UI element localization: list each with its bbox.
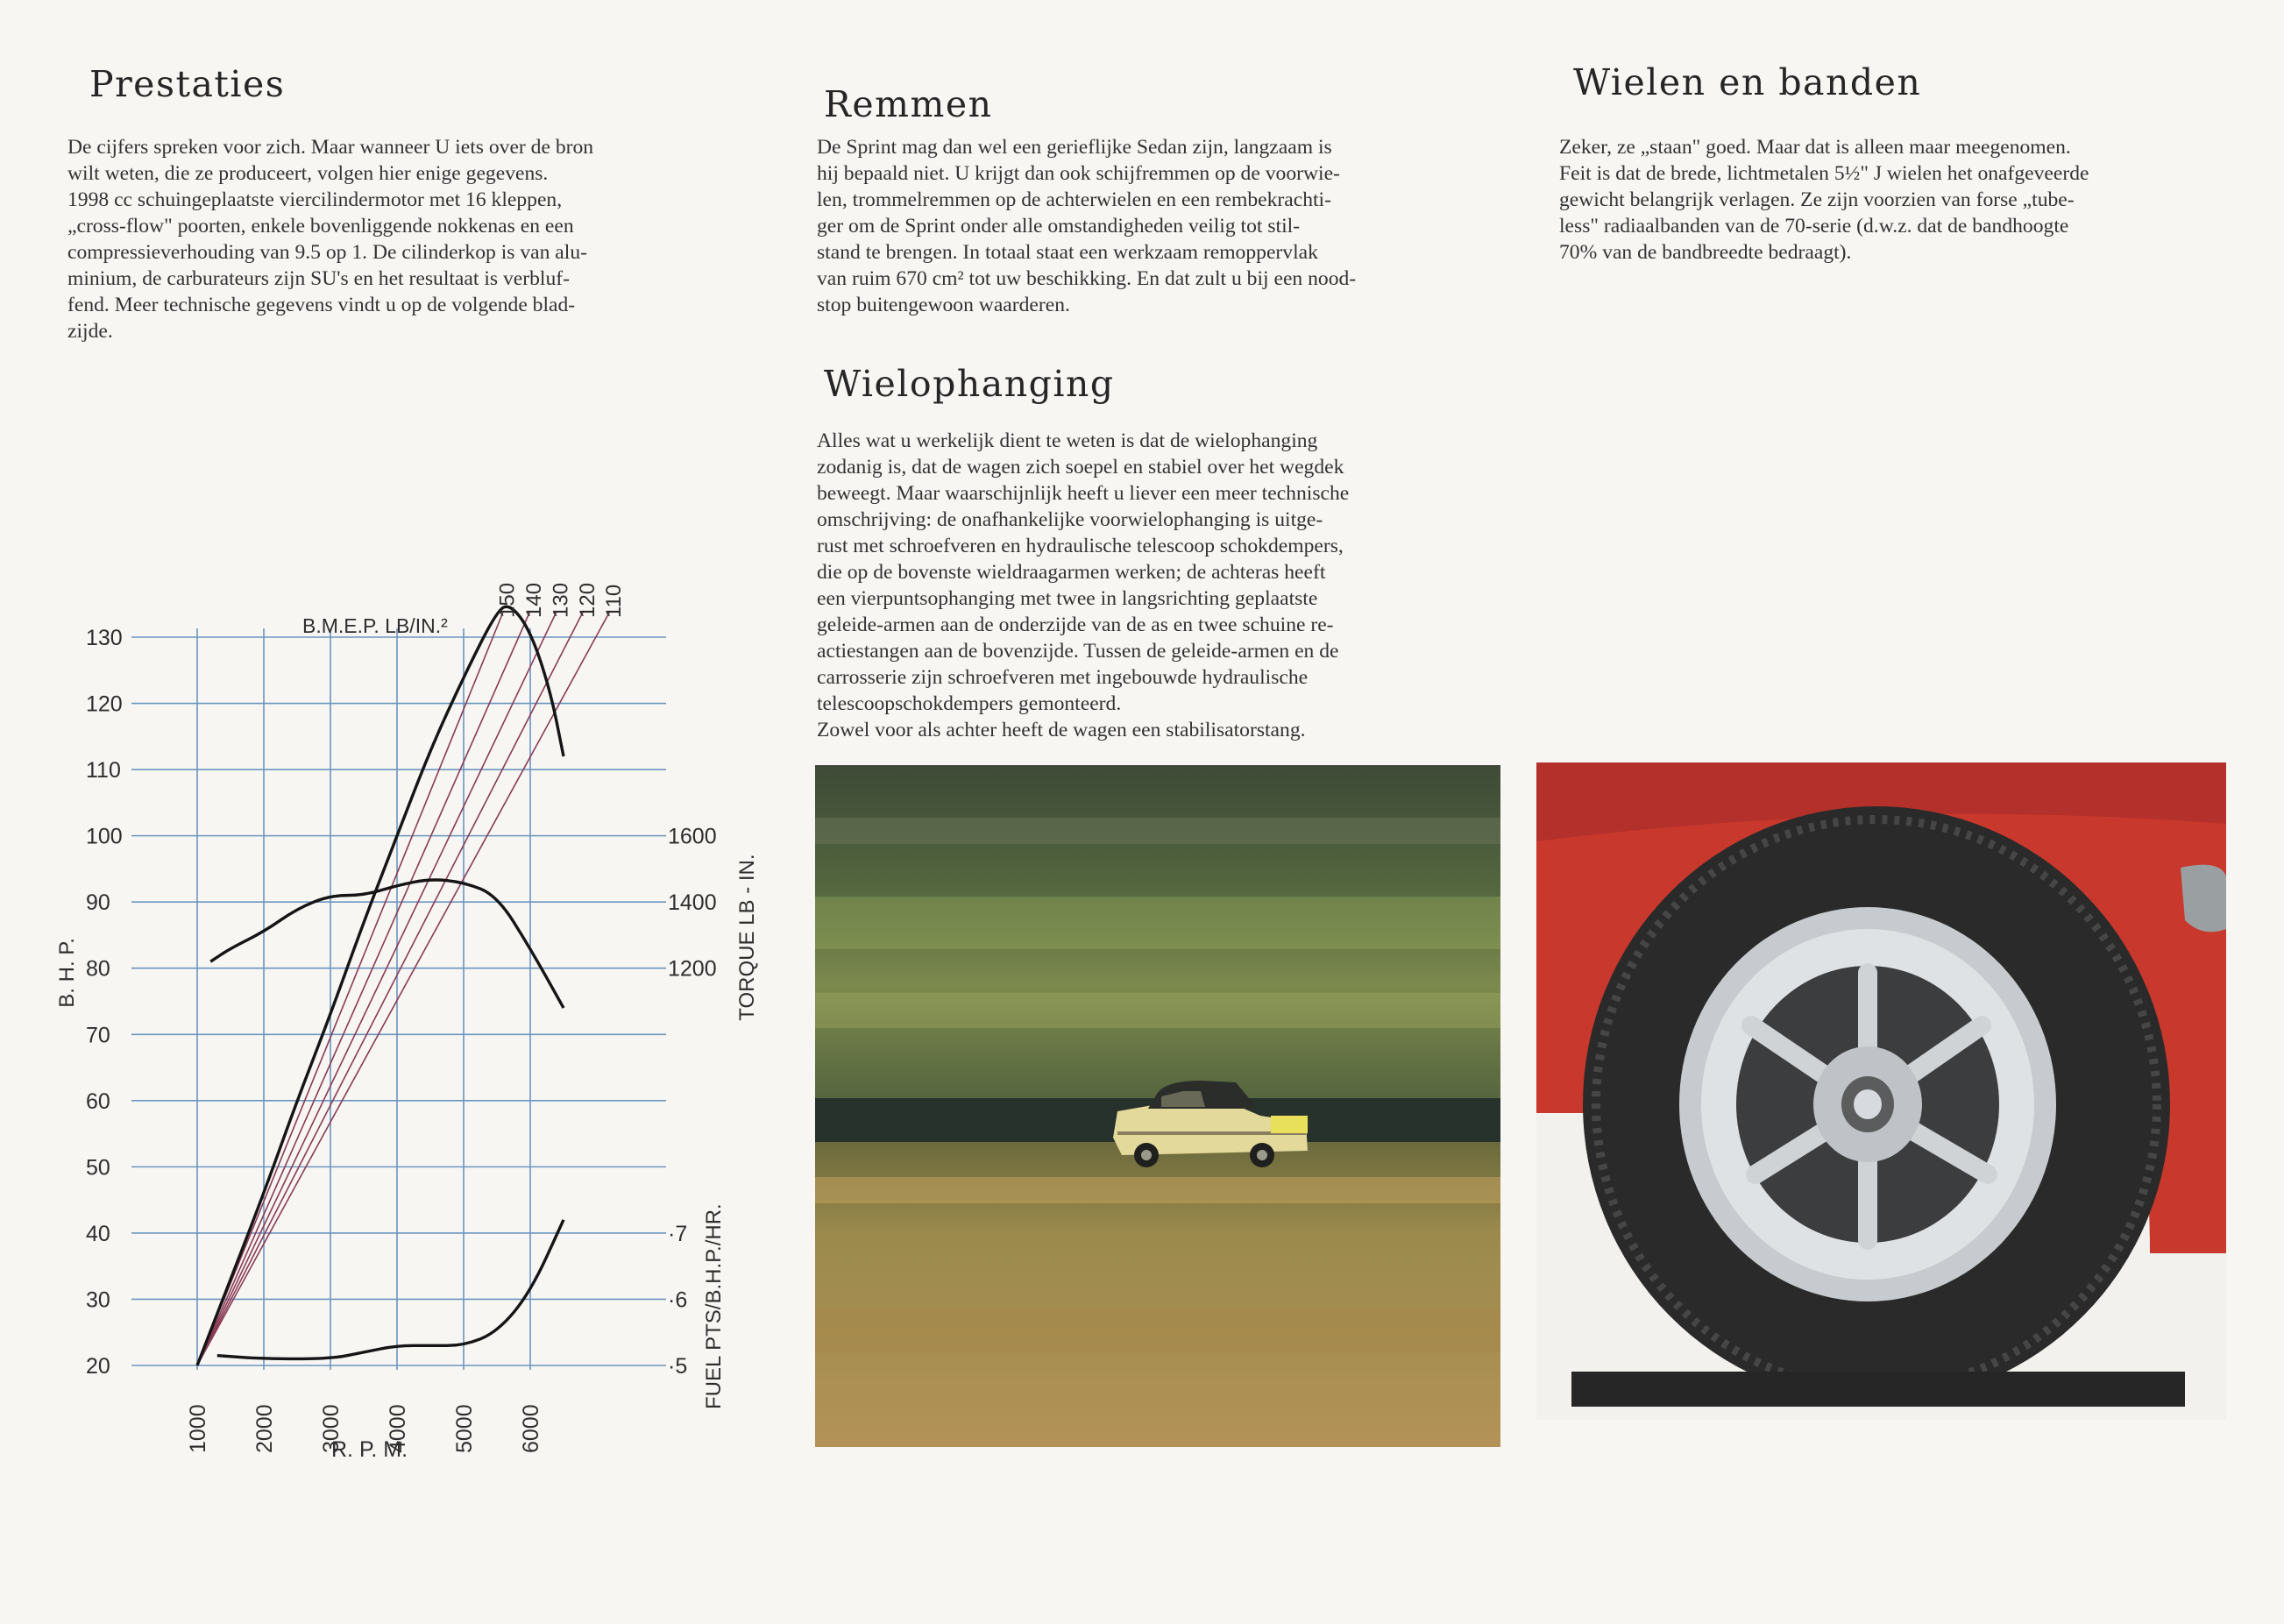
bmep-tick-label: 110 <box>602 584 627 618</box>
series-line-2 <box>217 1220 564 1359</box>
prestaties-text: De cijfers spreken voor zich. Maar wanneer U iets over de bron wilt weten, die ze produceert, volgen hier enige gegevens. 1998 cc schuingeplaatste viercilindermotor met 16 kleppen, „cross-flow" poorten, enkele bovenliggende nokkenas en een compressieverhouding van 9.5 op 1. De cilinderkop is van alu- minium, de carburateurs zijn SU's en het resultaat is verbluf- fend. Meer technische gegevens vindt u op de volgende blad- zijde. <box>67 136 594 343</box>
x-tick-label: 4000 <box>386 1404 410 1453</box>
x-tick-label: 2000 <box>252 1404 277 1453</box>
bmep-tick-label: 140 <box>522 582 546 618</box>
x-tick-label: 3000 <box>319 1404 344 1453</box>
y-tick-label: 110 <box>86 758 121 784</box>
torque-tick-label: 1200 <box>668 956 717 982</box>
y-tick-label: 40 <box>86 1221 110 1246</box>
bmep-tick-label: 120 <box>575 582 599 618</box>
torque-tick-label: 1600 <box>668 824 717 849</box>
bmep-line <box>197 611 530 1365</box>
x-tick-label: 5000 <box>452 1404 477 1453</box>
fuel-tick-label: ·5 <box>668 1354 688 1379</box>
bmep-tick-label: 150 <box>495 582 520 618</box>
prestaties-heading: Prestaties <box>89 63 286 105</box>
bhp-axis-label: B. H. P. <box>55 938 79 1008</box>
bmep-line <box>197 611 584 1365</box>
wielophanging-text: Alles wat u werkelijk dient te weten is dat de wielophanging zodanig is, dat de wagen zich soepel en stabiel over het wegdek beweegt. Maar waarschijnlijk heeft u liever een meer technische omschrijving: de onafhankelijke voorwielophanging is uitge- rust met schroefveren en hydraulische telescoop schokdempers, die op de bovenste wieldraagarmen werken; de achteras heeft een vierpuntsophanging met twee in langsrichting geplaatste geleide-armen aan de onderzijde van de as en twee schuine re- actiestangen aan de bovenzijde. Tussen de geleide-armen en de carrosserie zijn schroefveren met ingebouwde hydraulische telescoopschokdempers gemonteerd. Zowel voor als achter heeft de wagen een stabilisatorstang. <box>817 429 1350 741</box>
x-tick-label: 1000 <box>186 1404 210 1453</box>
y-tick-label: 100 <box>86 824 123 849</box>
wielen-heading: Wielen en banden <box>1573 61 1922 103</box>
torque-axis-label: TORQUE LB - IN. <box>735 854 759 1021</box>
wheel-photo <box>1536 762 2226 1420</box>
bmep-axis-label: B.M.E.P. LB/IN.² <box>302 614 448 637</box>
y-tick-label: 120 <box>86 691 123 717</box>
car-photo <box>815 765 1500 1447</box>
y-tick-label: 50 <box>86 1155 110 1181</box>
fuel-tick-label: ·6 <box>668 1287 688 1313</box>
remmen-text: De Sprint mag dan wel een gerieflijke Sedan zijn, langzaam is hij bepaald niet. U krijgt dan ook schijfremmen op de voorwie- len, trommelremmen op de achterwielen en een rembekrachti- ger om de Sprint onder alle omstandigheden veilig tot stil- stand te brengen. In totaal staat een werkzaam remoppervlak van ruim 670 cm² tot uw beschikking. En dat zult u bij een nood- stop buitengewoon waarderen. <box>817 136 1357 316</box>
torque-tick-label: 1400 <box>668 890 717 916</box>
y-tick-label: 70 <box>86 1023 110 1048</box>
remmen-heading: Remmen <box>824 83 993 125</box>
fuel-tick-label: ·7 <box>668 1221 688 1246</box>
bmep-line <box>197 611 504 1365</box>
x-tick-label: 6000 <box>519 1404 543 1453</box>
performance-chart <box>0 561 789 1464</box>
wielophanging-heading: Wielophanging <box>824 363 1115 405</box>
y-tick-label: 60 <box>86 1089 110 1114</box>
bmep-line <box>197 611 557 1365</box>
fuel-axis-label: FUEL PTS/B.H.P./HR. <box>702 1203 726 1409</box>
y-tick-label: 130 <box>86 626 123 650</box>
bmep-tick-label: 130 <box>549 582 573 618</box>
y-tick-label: 30 <box>86 1287 110 1313</box>
y-tick-label: 90 <box>86 890 110 916</box>
y-tick-label: 20 <box>86 1354 110 1379</box>
rpm-axis-label: R. P. M. <box>331 1437 408 1462</box>
y-tick-label: 80 <box>86 956 110 982</box>
wielen-text: Zeker, ze „staan" goed. Maar dat is alleen maar meegenomen. Feit is dat de brede, lichtmetalen 5½" J wielen het onafgeveerde gewicht belangrijk verlagen. Ze zijn voorzien van forse „tube- less" radiaalbanden van de 70-serie (d.w.z. dat de bandhoogte 70% van de bandbreedte bedraagt). <box>1559 136 2089 264</box>
